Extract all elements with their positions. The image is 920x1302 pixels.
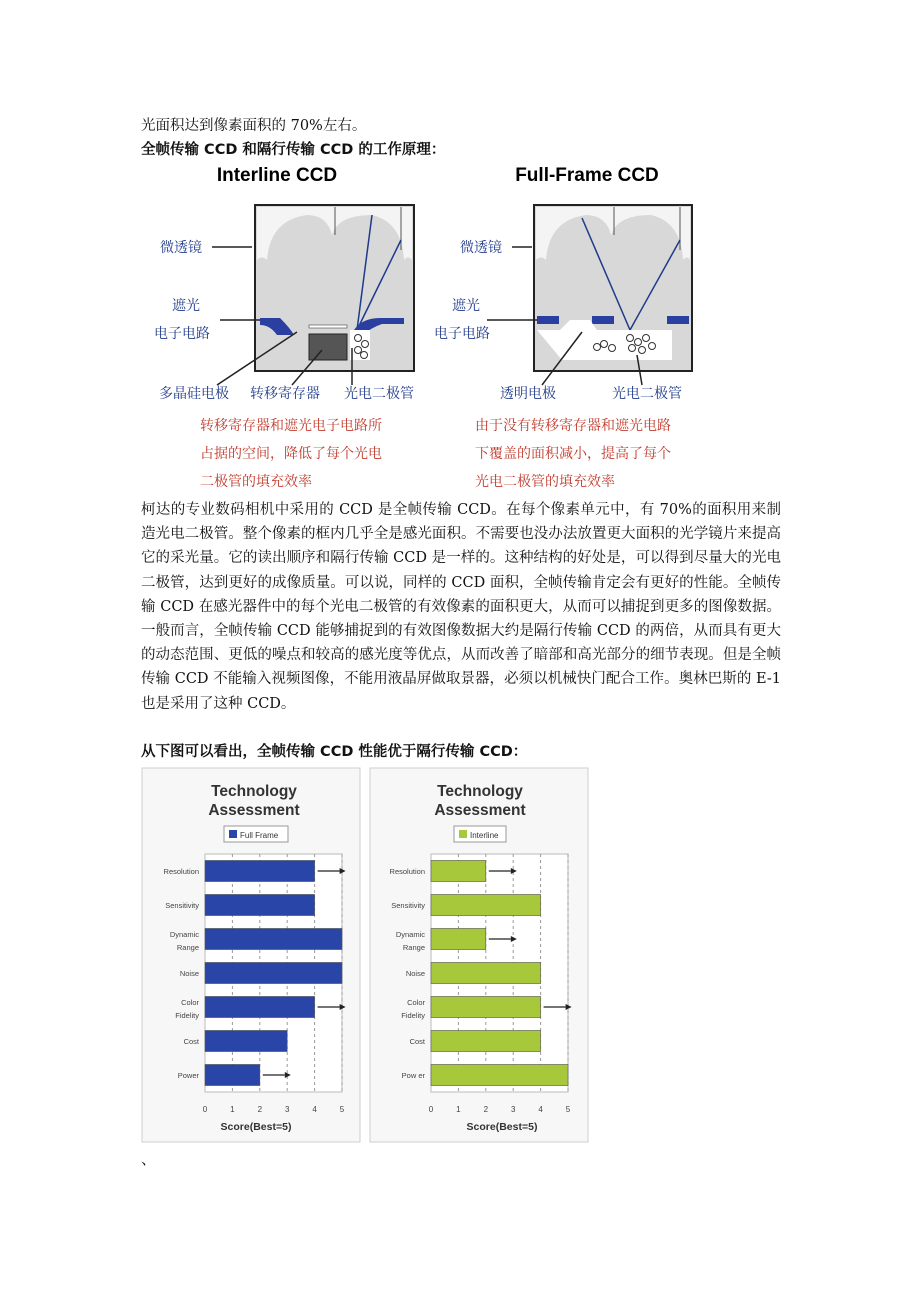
category-label: Resolution — [163, 867, 199, 876]
x-axis-label: Score(Best=5) — [220, 1121, 292, 1133]
bar — [431, 894, 541, 915]
category-label: Noise — [179, 969, 199, 978]
heading-principle: 全帧传输 CCD 和隔行传输 CCD 的工作原理： — [141, 142, 446, 158]
x-tick-label: 4 — [312, 1105, 317, 1114]
heading-comparison: 从下图可以看出，全帧传输 CCD 性能优于隔行传输 CCD： — [141, 744, 528, 760]
bar — [205, 1064, 260, 1085]
x-tick-label: 1 — [230, 1105, 235, 1114]
category-label: Cost — [409, 1037, 425, 1046]
category-label: Fidelity — [175, 1011, 199, 1020]
category-label: Power — [177, 1071, 199, 1080]
bar — [205, 928, 342, 949]
legend-swatch — [229, 830, 237, 838]
x-tick-label: 5 — [565, 1105, 571, 1114]
label-circuit-right: 电子电路 — [434, 326, 490, 342]
label-transparent-electrode: 透明电极 — [500, 386, 556, 402]
x-tick-label: 1 — [456, 1105, 461, 1114]
bar — [205, 860, 315, 881]
caption-left-3: 二极管的填充效率 — [200, 474, 312, 490]
legend-label: Interline — [470, 831, 499, 840]
category-label: Dynamic — [395, 930, 425, 939]
label-polysilicon: 多晶硅电极 — [159, 386, 229, 402]
chart-interline — [370, 768, 588, 1142]
caption-right-3: 光电二极管的填充效率 — [475, 474, 615, 490]
bar — [431, 1064, 568, 1085]
category-label: Dynamic — [169, 930, 199, 939]
label-microlens-left: 微透镜 — [160, 240, 202, 256]
chart-title-line1: Technology — [211, 783, 297, 800]
category-label: Range — [176, 943, 199, 952]
category-label: Sensitivity — [391, 901, 425, 910]
label-shield-right: 遮光 — [452, 298, 480, 314]
interline-cell — [255, 205, 414, 371]
x-tick-label: 0 — [428, 1105, 434, 1114]
label-microlens-right: 微透镜 — [460, 240, 502, 256]
category-label: Color — [181, 998, 199, 1007]
bar — [431, 928, 486, 949]
bar — [205, 962, 342, 983]
x-tick-label: 3 — [284, 1105, 290, 1114]
x-tick-label: 3 — [510, 1105, 516, 1114]
category-label: Pow er — [401, 1071, 425, 1080]
caption-left-1: 转移寄存器和遮光电子电路所 — [200, 418, 382, 434]
label-photodiode-right: 光电二极管 — [612, 386, 682, 402]
trailing-mark: 、 — [141, 1150, 157, 1168]
ccd-diagram — [142, 160, 722, 492]
chart-full-frame — [142, 768, 360, 1142]
category-label: Sensitivity — [165, 901, 199, 910]
bar — [431, 962, 541, 983]
x-tick-label: 2 — [257, 1105, 263, 1114]
x-tick-label: 4 — [538, 1105, 543, 1114]
x-tick-label: 2 — [483, 1105, 489, 1114]
category-label: Color — [407, 998, 425, 1007]
legend-label: Full Frame — [240, 831, 279, 840]
caption-left-2: 占据的空间，降低了每个光电 — [200, 446, 382, 462]
category-label: Noise — [405, 969, 425, 978]
label-transfer-register: 转移寄存器 — [250, 386, 320, 402]
category-label: Fidelity — [401, 1011, 425, 1020]
bar — [205, 1030, 287, 1051]
caption-right-1: 由于没有转移寄存器和遮光电路 — [475, 418, 671, 434]
bar — [205, 996, 315, 1017]
bar — [205, 894, 315, 915]
fullframe-cell — [534, 205, 692, 371]
chart-title-line2: Assessment — [434, 802, 526, 819]
bar — [431, 996, 541, 1017]
fullframe-title: Full-Frame CCD — [515, 165, 659, 186]
chart-title-line2: Assessment — [208, 802, 300, 819]
caption-right-2: 下覆盖的面积减小，提高了每个 — [475, 446, 671, 462]
bar — [431, 860, 486, 881]
body-paragraph: 柯达的专业数码相机中采用的 CCD 是全帧传输 CCD。在每个像素单元中，有 70%的面积用来制造光电二极管。整个像素的框内几乎全是感光面积。不需要也没办法放置更大面积的光学镜片来提高它的采光量。它的读出顺序和隔行传输 CCD 是一样的。这种结构的好处是，可以得到尽量大的光电二极管，达到更好的成像质量。可以说，同样的 CCD 面积，全帧传输肯定会有更好的性能。全帧传输 CCD 在感光器件中的每个光电二极管的有效像素的面积更大，从而可以捕捉到更多的图像数据。一般而言，全帧传输 CCD 能够捕捉到的有效图像数据大约是隔行传输 CCD 的两倍，从而具有更大的动态范围、更低的噪点和较高的感光度等优点，从而改善了暗部和高光部分的细节表现。但是全帧传输 CCD 不能输入视频图像，不能用液晶屏做取景器，必须以机械快门配合工作。奥林巴斯的 E-1 也是采用了这种 CCD。 — [141, 502, 781, 712]
chart-title-line1: Technology — [437, 783, 523, 800]
interline-title: Interline CCD — [216, 165, 338, 186]
x-tick-label: 0 — [202, 1105, 208, 1114]
category-label: Range — [402, 943, 425, 952]
label-shield-left: 遮光 — [172, 298, 200, 314]
label-circuit-left: 电子电路 — [154, 326, 210, 342]
assessment-charts — [140, 764, 600, 1146]
category-label: Cost — [183, 1037, 199, 1046]
bar — [431, 1030, 541, 1051]
label-photodiode-left: 光电二极管 — [344, 386, 414, 402]
intro-line: 光面积达到像素面积的 70%左右。 — [141, 118, 367, 134]
x-axis-label: Score(Best=5) — [466, 1121, 538, 1133]
category-label: Resolution — [389, 867, 425, 876]
legend-swatch — [459, 830, 467, 838]
x-tick-label: 5 — [339, 1105, 345, 1114]
